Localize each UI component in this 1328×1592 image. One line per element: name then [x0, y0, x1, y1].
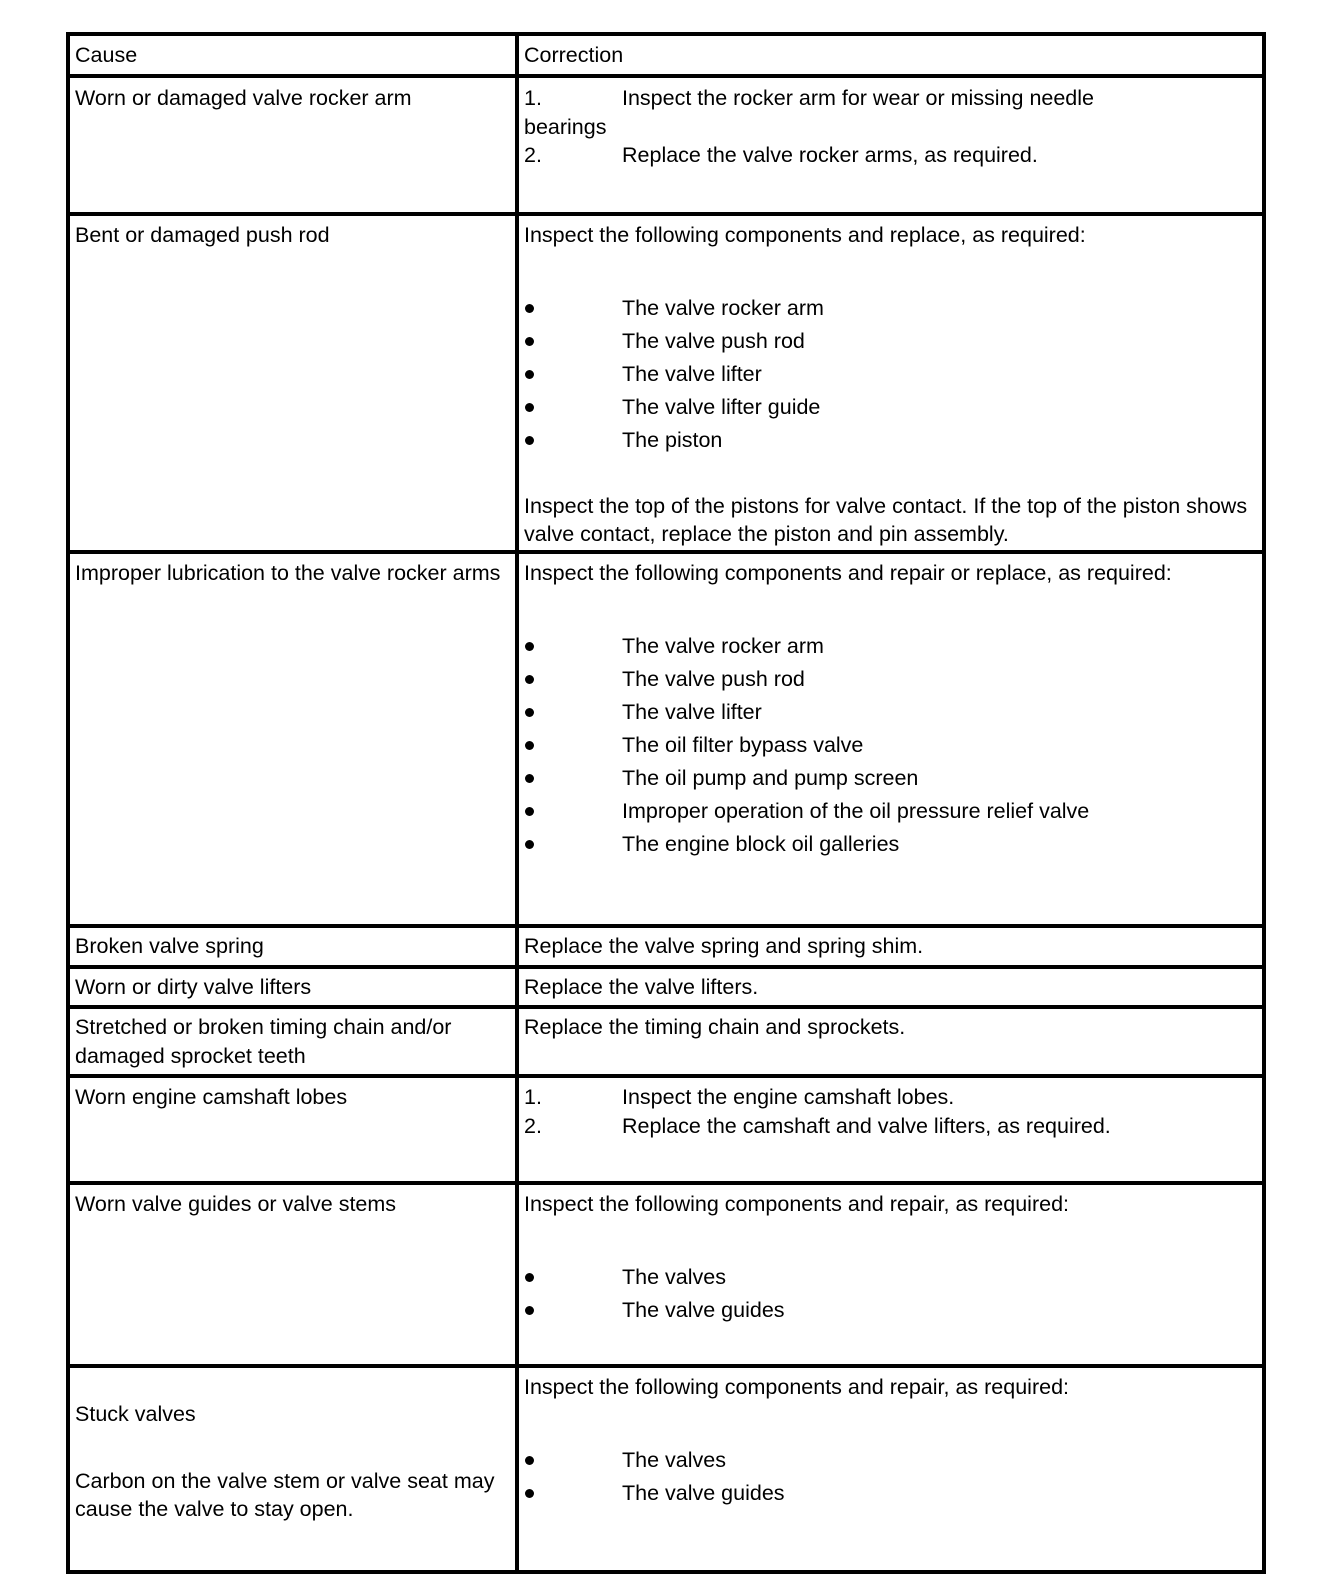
- bullet-icon: [525, 304, 534, 313]
- header-cause: Cause: [68, 34, 517, 76]
- cause-cell: Improper lubrication to the valve rocker arms: [68, 552, 517, 926]
- list-item: [524, 1294, 1257, 1327]
- list-item-text: The oil filter bypass valve: [622, 732, 864, 757]
- component-list: [524, 630, 1257, 861]
- table-header-row: [68, 34, 1264, 76]
- component-list: [524, 1444, 1257, 1510]
- bullet-icon: [525, 840, 534, 849]
- list-item: [524, 729, 1257, 762]
- list-item-text: The engine block oil galleries: [622, 831, 900, 856]
- correction-cell: [517, 1366, 1264, 1572]
- table-row: [68, 1076, 1264, 1183]
- table-row: [68, 1183, 1264, 1366]
- list-item-text: The valve guides: [622, 1297, 785, 1322]
- correction-cell: [517, 1183, 1264, 1366]
- correction-cell: Replace the valve lifters.: [517, 967, 1264, 1007]
- correction-cell: [517, 552, 1264, 926]
- list-item-text: Improper operation of the oil pressure relief valve: [622, 798, 1090, 823]
- cause-cell: Worn or dirty valve lifters: [68, 967, 517, 1007]
- table-row: [68, 76, 1264, 214]
- step-continuation: bearings: [524, 114, 607, 139]
- list-item: [524, 762, 1257, 795]
- list-item-text: The valve lifter: [622, 361, 762, 386]
- bullet-icon: [525, 774, 534, 783]
- bullet-icon: [525, 675, 534, 684]
- bullet-icon: [525, 370, 534, 379]
- table-row: [68, 967, 1264, 1007]
- cause-cell: Worn valve guides or valve stems: [68, 1183, 517, 1366]
- bullet-icon: [525, 1489, 534, 1498]
- list-item-text: The valves: [622, 1447, 726, 1472]
- correction-intro: Inspect the following components and replace, as required:: [524, 223, 1086, 247]
- cause-cell: Worn or damaged valve rocker arm: [68, 76, 517, 214]
- step-item: [524, 141, 1257, 170]
- correction-cell: Replace the timing chain and sprockets.: [517, 1007, 1264, 1076]
- correction-intro: Inspect the following components and repair, as required:: [524, 1375, 1069, 1399]
- correction-cell: [517, 1076, 1264, 1183]
- cause-cell: [68, 1366, 517, 1572]
- table-row: [68, 1366, 1264, 1572]
- list-item-text: The valve push rod: [622, 666, 805, 691]
- list-item: [524, 828, 1257, 861]
- step-text: Replace the valve rocker arms, as required.: [622, 143, 1038, 167]
- table-row: [68, 926, 1264, 967]
- list-item: [524, 1477, 1257, 1510]
- list-item-text: The valves: [622, 1264, 726, 1289]
- cause-title: Stuck valves: [75, 1402, 196, 1426]
- step-text: Replace the camshaft and valve lifters, as required.: [622, 1113, 1111, 1138]
- step-item: [524, 84, 1257, 113]
- table-row: [68, 214, 1264, 552]
- step-number: 2.: [524, 143, 542, 167]
- step-item: [524, 1112, 1257, 1141]
- correction-note: Inspect the top of the pistons for valve contact. If the top of the piston shows valve contact, replace the piston and pin assembly.: [524, 493, 1248, 546]
- step-text: Inspect the rocker arm for wear or missing needle: [622, 86, 1095, 110]
- table-row: [68, 552, 1264, 926]
- bullet-icon: [525, 1306, 534, 1315]
- bullet-icon: [525, 642, 534, 651]
- component-list: [524, 1261, 1257, 1327]
- list-item: [524, 325, 1257, 358]
- list-item: [524, 663, 1257, 696]
- correction-cell: Replace the valve spring and spring shim.: [517, 926, 1264, 967]
- diagnosis-table: [66, 32, 1266, 1574]
- correction-intro: Inspect the following components and repair, as required:: [524, 1192, 1069, 1216]
- step-number: 1.: [524, 1085, 542, 1109]
- cause-cell: Worn engine camshaft lobes: [68, 1076, 517, 1183]
- list-item-text: The valve push rod: [622, 328, 805, 353]
- list-item-text: The valve lifter guide: [622, 394, 821, 419]
- list-item-text: The piston: [622, 427, 723, 452]
- bullet-icon: [525, 403, 534, 412]
- list-item: [524, 1444, 1257, 1477]
- step-number: 1.: [524, 86, 542, 110]
- cause-cell: Stretched or broken timing chain and/or damaged sprocket teeth: [68, 1007, 517, 1076]
- step-number: 2.: [524, 1113, 542, 1138]
- correction-intro: Inspect the following components and repair or replace, as required:: [524, 561, 1172, 585]
- step-text: Inspect the engine camshaft lobes.: [622, 1085, 955, 1109]
- cause-cell: Broken valve spring: [68, 926, 517, 967]
- list-item: [524, 1261, 1257, 1294]
- cause-cell: Bent or damaged push rod: [68, 214, 517, 552]
- bullet-icon: [525, 1456, 534, 1465]
- list-item: [524, 292, 1257, 325]
- list-item-text: The valve rocker arm: [622, 295, 824, 320]
- bullet-icon: [525, 708, 534, 717]
- list-item-text: The valve lifter: [622, 699, 762, 724]
- list-item: [524, 630, 1257, 663]
- bullet-icon: [525, 807, 534, 816]
- list-item: [524, 358, 1257, 391]
- list-item-text: The valve rocker arm: [622, 633, 824, 658]
- correction-cell: [517, 76, 1264, 214]
- bullet-icon: [525, 337, 534, 346]
- component-list: [524, 292, 1257, 457]
- correction-cell: [517, 214, 1264, 552]
- cause-note: Carbon on the valve stem or valve seat may cause the valve to stay open.: [75, 1468, 495, 1521]
- list-item-text: The valve guides: [622, 1480, 785, 1505]
- list-item: [524, 795, 1257, 828]
- bullet-icon: [525, 1273, 534, 1282]
- step-item: [524, 1083, 1257, 1112]
- header-correction: Correction: [517, 34, 1264, 76]
- bullet-icon: [525, 741, 534, 750]
- list-item-text: The oil pump and pump screen: [622, 765, 919, 790]
- list-item: [524, 424, 1257, 457]
- table-row: [68, 1007, 1264, 1076]
- list-item: [524, 391, 1257, 424]
- list-item: [524, 696, 1257, 729]
- bullet-icon: [525, 436, 534, 445]
